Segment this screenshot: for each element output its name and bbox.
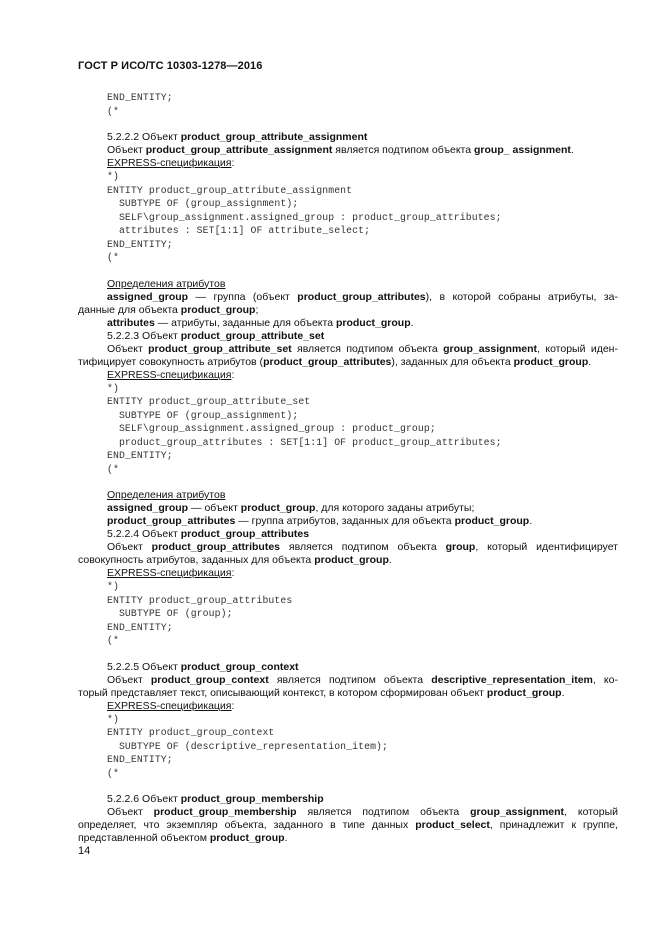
definitions-heading: Определения атрибутов xyxy=(107,277,226,290)
paragraph: Объект product_group_attributes является подтипом объекта group, который идентифицирует xyxy=(107,541,618,553)
paragraph: Объект product_group_membership является подтипом объекта group_assignment, который xyxy=(107,806,618,818)
code-line: END_ENTITY; xyxy=(107,92,173,103)
code-line: END_ENTITY; xyxy=(107,450,173,461)
section-heading: 5.2.2.4 Объект product_group_attributes xyxy=(107,528,310,540)
paragraph-cont: торый представляет текст, описывающий контекст, в котором сформирован объект product_group. xyxy=(78,686,565,699)
code-line: SUBTYPE OF (group); xyxy=(107,608,233,619)
page-content xyxy=(78,91,618,845)
section-heading: 5.2.2.3 Объект product_group_attribute_set xyxy=(107,329,325,342)
paragraph-cont: совокупность атрибутов, заданных для объекта product_group. xyxy=(78,554,392,566)
definition-item: attributes — атрибуты, заданные для объекта product_group. xyxy=(107,316,414,329)
page-number: 14 xyxy=(78,845,91,857)
paragraph-cont: тифицирует совокупность атрибутов (product_group_attributes), заданных для объекта product_group. xyxy=(78,355,592,368)
express-spec-label: EXPRESS-спецификация: xyxy=(107,157,235,169)
code-line: (* xyxy=(107,635,119,646)
code-line: ENTITY product_group_attribute_assignment xyxy=(107,184,353,196)
code-line: attributes : SET[1:1] OF attribute_select; xyxy=(107,225,371,236)
definition-item: assigned_group — объект product_group, для которого заданы атрибуты; xyxy=(107,502,475,514)
code-line: SUBTYPE OF (descriptive_representation_item); xyxy=(107,740,389,752)
definition-item-cont: данные для объекта product_group; xyxy=(78,303,259,316)
code-block xyxy=(78,382,618,477)
code-line: ENTITY product_group_attributes xyxy=(107,594,293,606)
document-header: ГОСТ Р ИСО/ТС 10303-1278—2016 xyxy=(78,60,263,72)
paragraph: Объект product_group_attribute_assignment является подтипом объекта group_ assignment. xyxy=(107,144,574,156)
code-line: ENTITY product_group_attribute_set xyxy=(107,396,311,407)
code-line: END_ENTITY; xyxy=(107,238,173,250)
code-line: END_ENTITY; xyxy=(107,754,173,765)
code-block xyxy=(78,580,618,648)
paragraph: Объект product_group_context является подтипом объекта descriptive_representation_item, ко- xyxy=(107,673,618,686)
code-line: (* xyxy=(107,463,119,475)
code-line: SUBTYPE OF (group_assignment); xyxy=(107,409,299,421)
code-line: ENTITY product_group_context xyxy=(107,727,275,738)
code-block-intro xyxy=(78,91,618,118)
definition-item: assigned_group — группа (объект product_group_attributes), в которой собраны атрибуты, за- xyxy=(107,290,618,303)
section-heading: 5.2.2.5 Объект product_group_context xyxy=(107,660,299,673)
code-line: *) xyxy=(107,171,119,182)
code-line: (* xyxy=(107,767,119,779)
definition-item: product_group_attributes — группа атрибутов, заданных для объекта product_group. xyxy=(107,515,533,527)
code-line: *) xyxy=(107,382,119,394)
code-block xyxy=(78,170,618,265)
code-line: (* xyxy=(107,105,119,117)
code-line: END_ENTITY; xyxy=(107,621,173,633)
code-line: SELF\group_assignment.assigned_group : product_group; xyxy=(107,423,436,434)
definitions-heading: Определения атрибутов xyxy=(107,489,226,501)
express-spec-label: EXPRESS-спецификация: xyxy=(107,567,235,579)
express-spec-label: EXPRESS-спецификация: xyxy=(107,368,235,381)
section-heading: 5.2.2.2 Объект product_group_attribute_assignment xyxy=(107,131,368,143)
paragraph-cont: определяет, что экземпляр объекта, заданного в типе данных product_select, принадлежит к группе, xyxy=(78,819,618,831)
paragraph: Объект product_group_attribute_set является подтипом объекта group_assignment, который иден- xyxy=(107,342,618,355)
code-line: SELF\group_assignment.assigned_group : product_group_attributes; xyxy=(107,211,502,223)
code-line: SUBTYPE OF (group_assignment); xyxy=(107,198,299,209)
code-line: product_group_attributes : SET[1:1] OF product_group_attributes; xyxy=(107,436,502,448)
paragraph-cont: представленной объектом product_group. xyxy=(78,832,288,844)
section-heading: 5.2.2.6 Объект product_group_membership xyxy=(107,793,324,805)
code-line: (* xyxy=(107,252,119,263)
code-block xyxy=(78,713,618,781)
express-spec-label: EXPRESS-спецификация: xyxy=(107,699,235,712)
code-line: *) xyxy=(107,581,119,592)
code-line: *) xyxy=(107,713,119,725)
